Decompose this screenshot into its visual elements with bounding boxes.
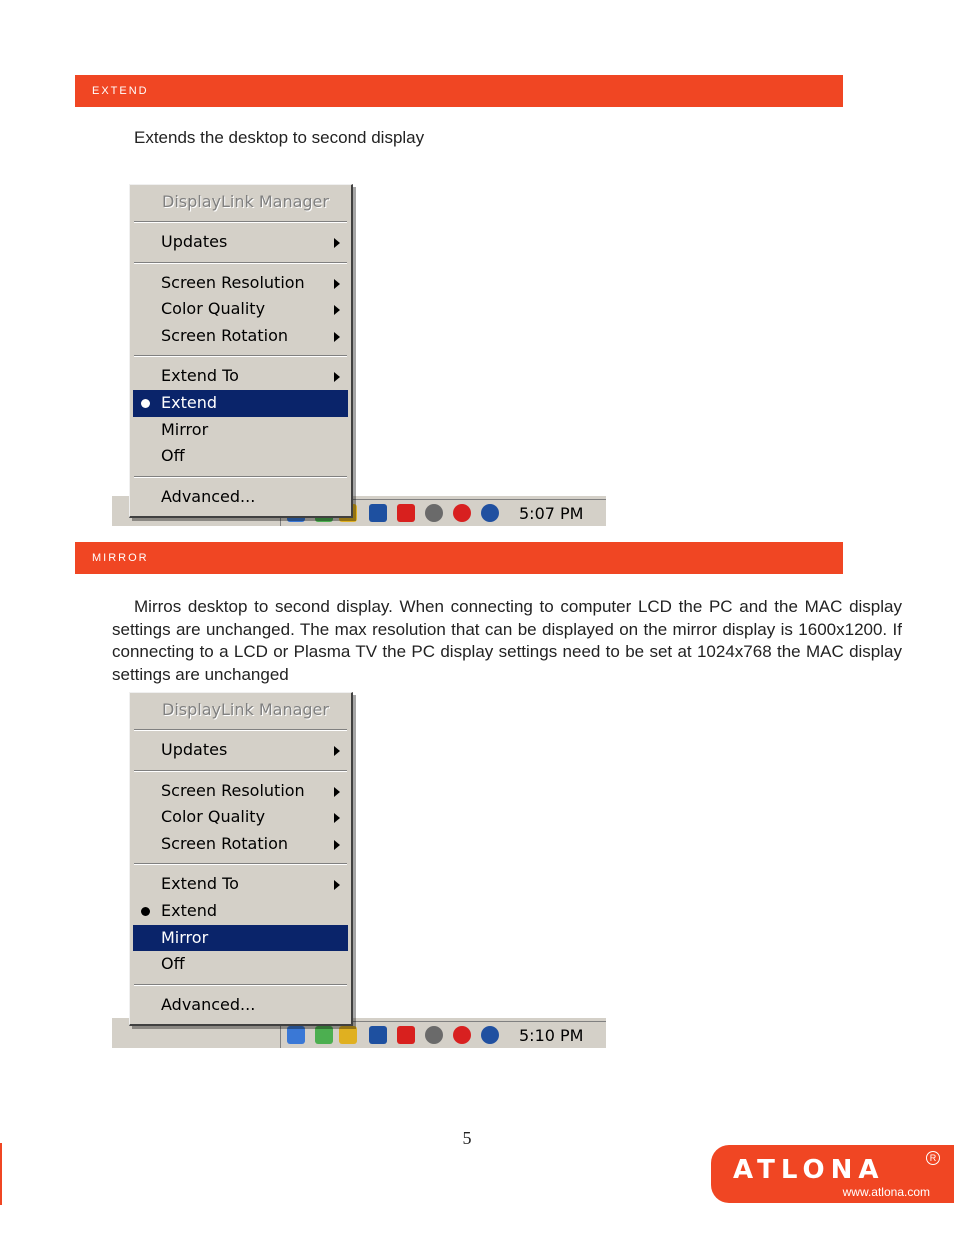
submenu-arrow-icon: [334, 746, 340, 756]
menu-item-label: Mirror: [161, 927, 209, 947]
update-icon[interactable]: [481, 1026, 499, 1044]
menu-item-updates[interactable]: [133, 229, 348, 256]
menu-item-mirror[interactable]: [133, 417, 348, 444]
menu-item-screen-resolution[interactable]: [133, 778, 348, 805]
menu-item-label: Extend: [161, 392, 217, 412]
submenu-arrow-icon: [334, 305, 340, 315]
menu-group: [130, 357, 351, 475]
extend-screenshot: [112, 184, 606, 526]
displaylink-context-menu: [129, 184, 353, 518]
menu-item-screen-rotation[interactable]: [133, 323, 348, 350]
menu-item-label: Extend To: [161, 366, 239, 386]
menu-item-screen-resolution[interactable]: [133, 270, 348, 297]
menu-item-advanced[interactable]: [133, 992, 348, 1019]
menu-item-label: Updates: [161, 232, 228, 251]
displaylink-context-menu: [129, 692, 353, 1026]
alert-icon[interactable]: [453, 504, 471, 522]
alert-icon[interactable]: [453, 1026, 471, 1044]
submenu-arrow-icon: [334, 238, 340, 248]
network-icon[interactable]: [287, 1026, 305, 1044]
menu-item-label: Mirror: [161, 419, 209, 439]
atlona-logo: [711, 1145, 954, 1203]
menu-item-advanced[interactable]: [133, 484, 348, 511]
submenu-arrow-icon: [334, 787, 340, 797]
submenu-arrow-icon: [334, 813, 340, 823]
tray-clock[interactable]: 5:07 PM: [519, 504, 584, 523]
menu-item-screen-rotation[interactable]: [133, 831, 348, 858]
menu-item-label: Color Quality: [161, 299, 266, 319]
ati-icon[interactable]: [397, 504, 415, 522]
display-icon[interactable]: [369, 504, 387, 522]
menu-item-color-quality[interactable]: [133, 804, 348, 831]
menu-group: [130, 478, 351, 517]
menu-item-label: Screen Resolution: [161, 780, 305, 800]
update-icon[interactable]: [481, 504, 499, 522]
tray-clock[interactable]: 5:10 PM: [519, 1026, 584, 1045]
submenu-arrow-icon: [334, 372, 340, 382]
menu-item-label: Screen Rotation: [161, 833, 289, 853]
menu-group: [130, 731, 351, 770]
menu-group: [130, 223, 351, 262]
section-heading-extend: EXTEND: [75, 75, 843, 107]
display-icon[interactable]: [369, 1026, 387, 1044]
mirror-screenshot: [112, 692, 606, 1048]
menu-item-off[interactable]: [133, 951, 348, 978]
menu-item-extend[interactable]: [133, 898, 348, 925]
section-heading-mirror: MIRROR: [75, 542, 843, 574]
menu-group: [130, 986, 351, 1025]
logo-url: www.atlona.com: [842, 1185, 930, 1199]
menu-item-extend-to[interactable]: [133, 363, 348, 390]
menu-item-label: Screen Rotation: [161, 325, 289, 345]
menu-item-label: Updates: [161, 740, 228, 759]
audio-icon[interactable]: [425, 504, 443, 522]
menu-item-label: Advanced...: [161, 486, 256, 506]
submenu-arrow-icon: [334, 880, 340, 890]
menu-item-label: Advanced...: [161, 994, 256, 1014]
page-number: 5: [462, 1128, 472, 1148]
connection-icon[interactable]: [339, 1026, 357, 1044]
menu-item-extend[interactable]: [133, 390, 348, 417]
extend-description: Extends the desktop to second display: [134, 128, 425, 147]
submenu-arrow-icon: [334, 840, 340, 850]
mirror-description: Mirros desktop to second display. When connecting to computer LCD the PC and the MAC display settings are unchanged. The max resolution that can be displayed on the mirror display is 1600x1200. If connecting to a LCD or Plasma TV the PC display settings need to be set at 1024x768 the MAC display settings are unchanged: [112, 597, 902, 684]
menu-title: DisplayLink Manager: [162, 700, 329, 719]
ati-icon[interactable]: [397, 1026, 415, 1044]
menu-group: [130, 865, 351, 983]
submenu-arrow-icon: [334, 332, 340, 342]
margin-accent: [0, 1143, 2, 1205]
registered-mark: R: [926, 1151, 940, 1165]
menu-group: [130, 264, 351, 356]
menu-item-mirror[interactable]: [133, 925, 348, 952]
menu-title: DisplayLink Manager: [162, 192, 329, 211]
audio-icon[interactable]: [425, 1026, 443, 1044]
menu-item-updates[interactable]: [133, 737, 348, 764]
menu-item-label: Extend: [161, 900, 217, 920]
menu-item-color-quality[interactable]: [133, 296, 348, 323]
menu-group: [130, 772, 351, 864]
menu-item-label: Off: [161, 954, 185, 974]
menu-item-label: Extend To: [161, 874, 239, 894]
radio-bullet-icon: [141, 399, 150, 408]
logo-wordmark: ATLONA: [733, 1155, 885, 1185]
user-icon[interactable]: [315, 1026, 333, 1044]
submenu-arrow-icon: [334, 279, 340, 289]
menu-item-label: Color Quality: [161, 807, 266, 827]
menu-item-label: Off: [161, 446, 185, 466]
menu-item-extend-to[interactable]: [133, 871, 348, 898]
radio-bullet-icon: [141, 907, 150, 916]
menu-item-label: Screen Resolution: [161, 272, 305, 292]
menu-item-off[interactable]: [133, 443, 348, 470]
